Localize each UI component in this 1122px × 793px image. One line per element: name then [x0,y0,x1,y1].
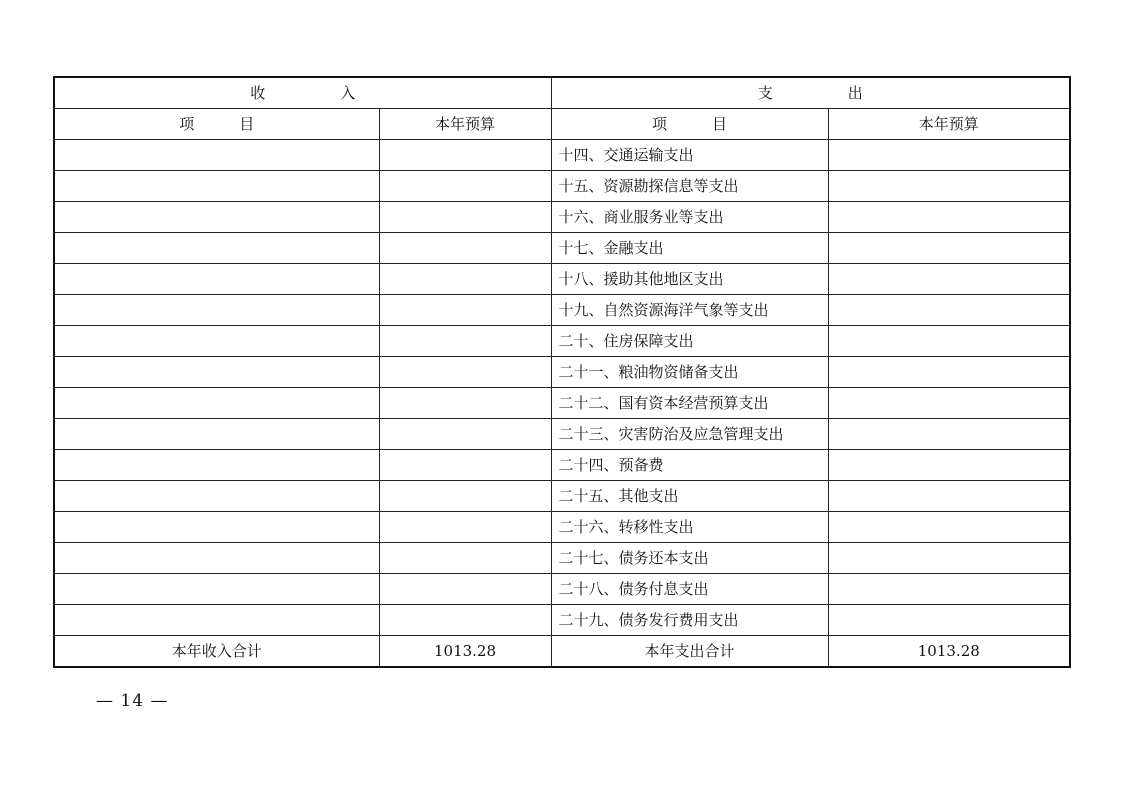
table-row [54,264,1070,295]
table-row [54,233,1070,264]
income-item-cell [54,326,379,357]
expense-budget-cell [828,450,1070,481]
expense-item-cell: 二十三、灾害防治及应急管理支出 [551,419,828,450]
expense-item-cell: 二十八、债务付息支出 [551,574,828,605]
expense-item-cell: 二十、住房保障支出 [551,326,828,357]
table-row [54,357,1070,388]
expense-total-value: 1013.28 [828,636,1070,668]
income-budget-cell [379,450,551,481]
expense-item-cell: 十六、商业服务业等支出 [551,202,828,233]
totals-row [54,636,1070,668]
income-item-cell [54,295,379,326]
income-budget-cell [379,233,551,264]
income-budget-cell [379,543,551,574]
table-row [54,574,1070,605]
expense-budget-cell [828,605,1070,636]
expense-item-cell: 二十一、粮油物资储备支出 [551,357,828,388]
income-budget-cell [379,388,551,419]
income-item-cell [54,264,379,295]
section-header-row [54,77,1070,109]
expense-item-cell: 十五、资源勘探信息等支出 [551,171,828,202]
income-item-cell [54,388,379,419]
expense-item-cell: 二十九、债务发行费用支出 [551,605,828,636]
page-number: — 14 — [96,691,169,711]
income-budget-cell [379,171,551,202]
expense-budget-cell [828,543,1070,574]
expense-item-cell: 二十二、国有资本经营预算支出 [551,388,828,419]
expense-budget-cell [828,388,1070,419]
income-budget-cell [379,605,551,636]
income-item-cell [54,419,379,450]
expense-item-cell: 二十五、其他支出 [551,481,828,512]
income-item-cell [54,233,379,264]
income-item-cell [54,357,379,388]
income-item-cell [54,171,379,202]
expense-budget-cell [828,357,1070,388]
income-budget-column-header: 本年预算 [379,109,551,140]
expense-item-cell: 十八、援助其他地区支出 [551,264,828,295]
income-total-value: 1013.28 [379,636,551,668]
income-budget-cell [379,326,551,357]
income-budget-cell [379,574,551,605]
expense-item-cell: 十七、金融支出 [551,233,828,264]
expense-item-cell: 二十六、转移性支出 [551,512,828,543]
income-item-cell [54,202,379,233]
table-row [54,512,1070,543]
income-item-cell [54,605,379,636]
table-row [54,326,1070,357]
income-item-cell [54,512,379,543]
income-total-label: 本年收入合计 [54,636,379,668]
income-budget-cell [379,481,551,512]
income-budget-cell [379,419,551,450]
table-row [54,543,1070,574]
expense-budget-cell [828,326,1070,357]
income-item-cell [54,450,379,481]
expense-item-column-header: 项 目 [551,109,828,140]
expense-budget-cell [828,512,1070,543]
table-row [54,295,1070,326]
expense-budget-cell [828,140,1070,171]
table-row [54,388,1070,419]
table-row [54,140,1070,171]
budget-table [53,76,1071,668]
expense-item-cell: 十四、交通运输支出 [551,140,828,171]
table-row [54,605,1070,636]
income-budget-cell [379,295,551,326]
expense-budget-cell [828,171,1070,202]
income-item-cell [54,140,379,171]
income-budget-cell [379,264,551,295]
expense-total-label: 本年支出合计 [551,636,828,668]
expense-budget-cell [828,233,1070,264]
expense-budget-column-header: 本年预算 [828,109,1070,140]
income-item-cell [54,481,379,512]
expense-budget-cell [828,295,1070,326]
expense-item-cell: 二十四、预备费 [551,450,828,481]
expense-item-cell: 二十七、债务还本支出 [551,543,828,574]
table-row [54,202,1070,233]
income-item-column-header: 项 目 [54,109,379,140]
table-row [54,419,1070,450]
income-section-header: 收 入 [54,77,551,109]
income-budget-cell [379,512,551,543]
expense-budget-cell [828,419,1070,450]
income-budget-cell [379,202,551,233]
income-item-cell [54,574,379,605]
income-budget-cell [379,140,551,171]
expense-budget-cell [828,481,1070,512]
table-row [54,481,1070,512]
expense-item-cell: 十九、自然资源海洋气象等支出 [551,295,828,326]
expense-budget-cell [828,264,1070,295]
expense-budget-cell [828,202,1070,233]
income-item-cell [54,543,379,574]
expense-budget-cell [828,574,1070,605]
expense-section-header: 支 出 [551,77,1070,109]
table-row [54,450,1070,481]
income-budget-cell [379,357,551,388]
column-header-row [54,109,1070,140]
table-row [54,171,1070,202]
